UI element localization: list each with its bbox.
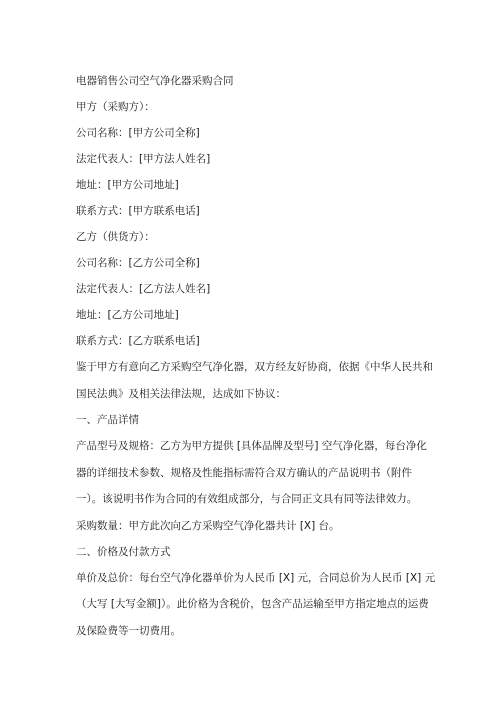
document-title: 电器销售公司空气净化器采购合同 bbox=[76, 75, 234, 87]
price-paragraph: 单价及总价：每台空气净化器单价为人民币 [X] 元，合同总价为人民币 [X] 元（大写 [大写金额]）。此价格为含税价，包含产品运输至甲方指定地点的运费及保险费等一切费用。 bbox=[76, 571, 436, 637]
party-a-contact: 联系方式：[甲方联系电话] bbox=[76, 205, 200, 217]
party-a-heading: 甲方（采购方）： bbox=[76, 101, 155, 113]
party-b-company: 公司名称：[乙方公司全称] bbox=[76, 257, 200, 269]
party-a-company: 公司名称：[甲方公司全称] bbox=[76, 127, 200, 139]
product-model-paragraph: 产品型号及规格：乙方为甲方提供 [具体品牌及型号] 空气净化器，每台净化器的详细技术参数、规格及性能指标需符合双方确认的产品说明书（附件一）。该说明书作为合同的有效组成部分，与合同正文具有同等法律效力。 bbox=[76, 440, 427, 505]
section-1-heading: 一、产品详情 bbox=[76, 414, 139, 426]
preamble-paragraph: 鉴于甲方有意向乙方采购空气净化器，双方经友好协商，依据《中华人民共和国民法典》及相关法律法规，达成如下协议： bbox=[76, 361, 433, 400]
party-a-address: 地址：[甲方公司地址] bbox=[76, 179, 179, 191]
section-2-heading: 二、价格及付款方式 bbox=[76, 545, 171, 558]
quantity-paragraph: 采购数量：甲方此次向乙方采购空气净化器共计 [X] 台。 bbox=[76, 519, 340, 532]
document-body bbox=[76, 68, 436, 644]
party-b-address: 地址：[乙方公司地址] bbox=[76, 309, 179, 321]
party-b-heading: 乙方（供货方）： bbox=[76, 231, 155, 243]
party-b-contact: 联系方式：[乙方联系电话] bbox=[76, 335, 200, 347]
party-b-legal-rep: 法定代表人：[乙方法人姓名] bbox=[76, 283, 211, 295]
party-a-legal-rep: 法定代表人：[甲方法人姓名] bbox=[76, 153, 211, 165]
